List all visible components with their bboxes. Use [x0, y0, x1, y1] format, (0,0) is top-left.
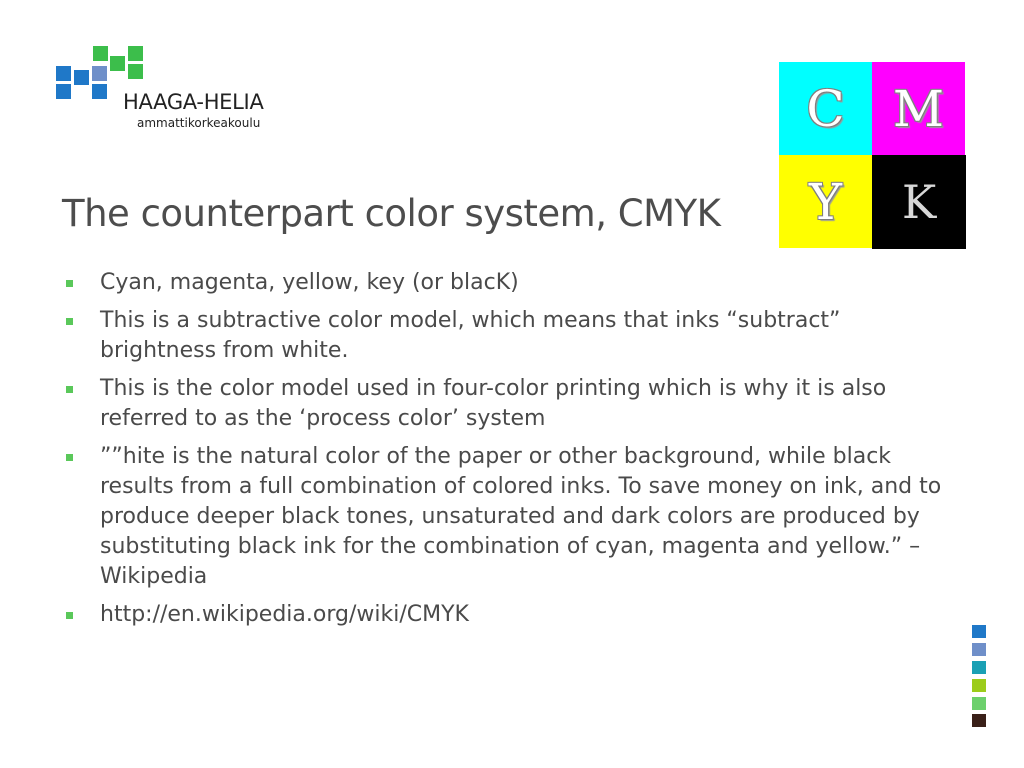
- cmyk-letter-m: M: [892, 79, 945, 138]
- bullet-square-icon: [66, 454, 73, 461]
- bullet-text: This is the color model used in four-color printing which is why it is also referred to as the ‘process color’ system: [100, 376, 887, 431]
- cmyk-graphic: [779, 62, 966, 249]
- cmyk-letter-y: Y: [808, 172, 842, 231]
- bullet-text: ””hite is the natural color of the paper or other background, while black results from a full combination of colored inks. To save money on ink, and to produce deeper black tones, unsaturated and dark colors are produced by substituting black ink for the combination of cyan, magenta and yellow.” –Wikipedia: [100, 444, 942, 589]
- bullet-item: [62, 374, 962, 434]
- bullet-item: [62, 268, 962, 298]
- wikipedia-link[interactable]: http://en.wikipedia.org/wiki/CMYK: [100, 602, 469, 627]
- bullet-square-icon: [66, 318, 73, 325]
- cmyk-letter-c: C: [806, 79, 845, 138]
- slide-title: The counterpart color system, CMYK: [62, 192, 721, 235]
- bullet-list: [62, 268, 962, 638]
- bullet-text: Cyan, magenta, yellow, key (or blacK): [100, 270, 519, 295]
- bullet-item: [62, 442, 962, 592]
- bullet-item: [62, 306, 962, 366]
- decor-square-icon: [972, 697, 986, 710]
- decor-square-icon: [972, 625, 986, 638]
- cmyk-cell-magenta: [872, 62, 965, 155]
- cmyk-cell-key: [872, 155, 966, 249]
- bullet-item[interactable]: [62, 600, 962, 630]
- bullet-square-icon: [66, 280, 73, 287]
- logo-name: HAAGA-HELIA: [123, 90, 264, 114]
- bullet-square-icon: [66, 612, 73, 619]
- cmyk-cell-cyan: [779, 62, 872, 155]
- haaga-helia-logo: [56, 46, 296, 136]
- bullet-square-icon: [66, 386, 73, 393]
- decorative-squares: [972, 625, 986, 727]
- decor-square-icon: [972, 643, 986, 656]
- bullet-text: This is a subtractive color model, which means that inks “subtract” brightness from white.: [100, 308, 841, 363]
- decor-square-icon: [972, 661, 986, 674]
- logo-subtitle: ammattikorkeakoulu: [137, 116, 261, 130]
- cmyk-cell-yellow: [779, 155, 872, 248]
- decor-square-icon: [972, 714, 986, 727]
- decor-square-icon: [972, 679, 986, 692]
- cmyk-letter-k: K: [901, 175, 937, 229]
